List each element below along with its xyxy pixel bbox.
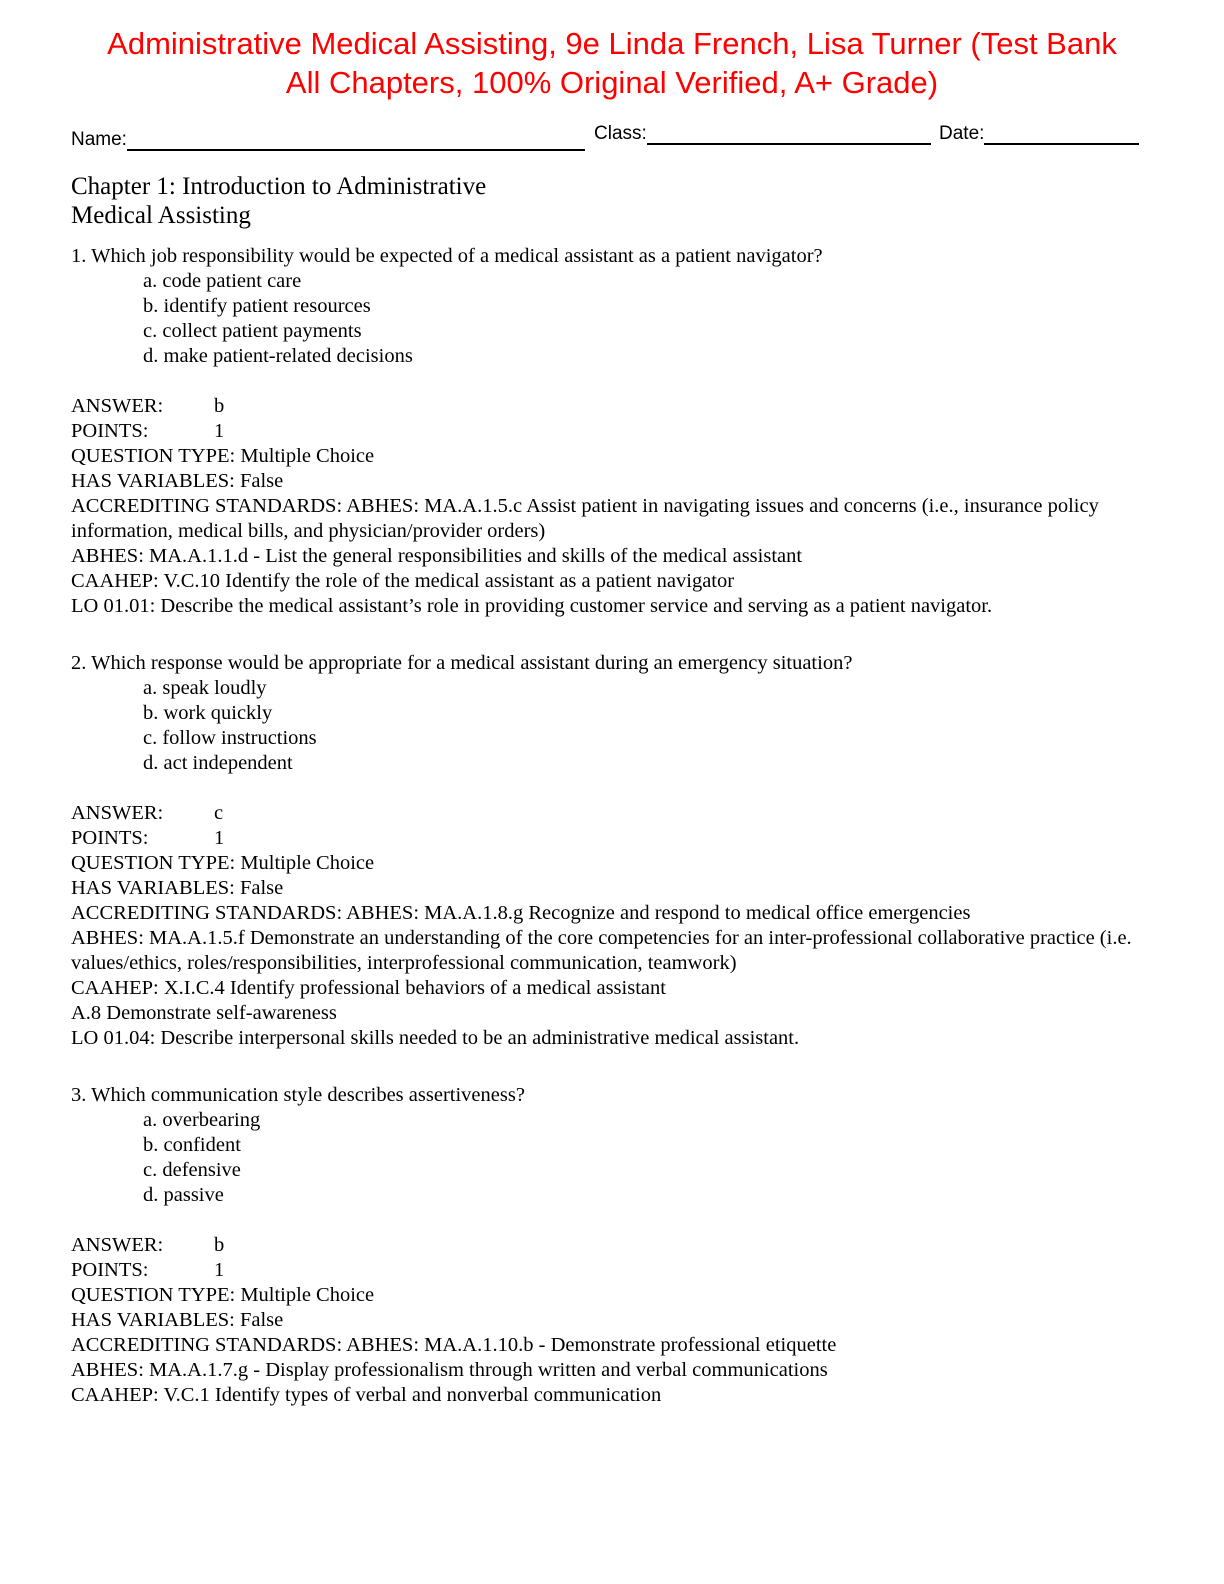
document-banner: [60, 24, 1164, 102]
standard-line: ACCREDITING STANDARDS: ABHES: MA.A.1.10.b - Demonstrate professional etiquette: [71, 1334, 837, 1356]
answer-value: b: [214, 395, 225, 417]
question-block: [71, 244, 1151, 619]
standard-line: ABHES: MA.A.1.7.g - Display professionalism through written and verbal communications: [71, 1359, 828, 1381]
points-row: [71, 826, 1151, 851]
banner-line-1: Administrative Medical Assisting, 9e Linda French, Lisa Turner (Test Bank: [107, 26, 1117, 61]
question-type: QUESTION TYPE: Multiple Choice: [71, 1284, 375, 1306]
question-stem: 1. Which job responsibility would be expected of a medical assistant as a patient navigator?: [71, 245, 823, 267]
points-value: 1: [214, 420, 225, 442]
banner-line-2: All Chapters, 100% Original Verified, A+ Grade): [285, 65, 939, 100]
option-item: a. code patient care: [143, 270, 302, 292]
answer-label: ANSWER:: [71, 1234, 164, 1256]
option-item: b. work quickly: [143, 702, 273, 724]
standard-line: ACCREDITING STANDARDS: ABHES: MA.A.1.8.g Recognize and respond to medical office emergencies: [71, 902, 971, 924]
points-row: [71, 1258, 1151, 1283]
standard-line: CAAHEP: V.C.10 Identify the role of the medical assistant as a patient navigator: [71, 570, 735, 592]
option-item: a. speak loudly: [143, 677, 267, 699]
standard-line: CAAHEP: X.I.C.4 Identify professional behaviors of a medical assistant: [71, 977, 666, 999]
name-label: Name:: [71, 129, 127, 150]
has-variables: HAS VARIABLES: False: [71, 470, 284, 492]
standard-line: LO 01.01: Describe the medical assistant’s role in providing customer service and serving as a patient navigator.: [71, 595, 993, 617]
name-field: [71, 129, 585, 151]
class-label: Class:: [594, 123, 647, 144]
points-value: 1: [214, 827, 225, 849]
question-stem: 2. Which response would be appropriate for a medical assistant during an emergency situation?: [71, 652, 853, 674]
points-value: 1: [214, 1259, 225, 1281]
standard-line: A.8 Demonstrate self-awareness: [71, 1002, 337, 1024]
class-field: [594, 123, 931, 145]
date-label: Date:: [939, 123, 985, 144]
has-variables: HAS VARIABLES: False: [71, 1309, 284, 1331]
answer-row: [71, 394, 1151, 419]
standard-line: LO 01.04: Describe interpersonal skills needed to be an administrative medical assistant.: [71, 1027, 800, 1049]
standard-line: CAAHEP: V.C.1 Identify types of verbal and nonverbal communication: [71, 1384, 662, 1406]
header-fields: [71, 120, 1143, 154]
option-item: d. act independent: [143, 752, 293, 774]
points-label: POINTS:: [71, 420, 149, 442]
answer-value: b: [214, 1234, 225, 1256]
standard-line: ABHES: MA.A.1.5.f Demonstrate an understanding of the core competencies for an inter-professional collaborative practice (i.e. values/ethics, roles/responsibilities, interprofessional communication, teamwork): [71, 927, 1132, 974]
option-item: b. confident: [143, 1134, 241, 1156]
answer-row: [71, 1233, 1151, 1258]
question-stem: 3. Which communication style describes assertiveness?: [71, 1084, 525, 1106]
answer-label: ANSWER:: [71, 395, 164, 417]
question-type: QUESTION TYPE: Multiple Choice: [71, 852, 375, 874]
option-item: d. passive: [143, 1184, 224, 1206]
date-field: [939, 123, 1139, 145]
points-label: POINTS:: [71, 827, 149, 849]
question-block: [71, 1083, 1151, 1408]
chapter-title: [71, 172, 531, 230]
answer-block: [71, 1233, 1151, 1408]
standard-line: ABHES: MA.A.1.1.d - List the general responsibilities and skills of the medical assistant: [71, 545, 803, 567]
option-item: a. overbearing: [143, 1109, 261, 1131]
points-row: [71, 419, 1151, 444]
standard-line: ACCREDITING STANDARDS: ABHES: MA.A.1.5.c Assist patient in navigating issues and concerns (i.e., insurance policy information, medical bills, and physician/provider orders): [71, 495, 1099, 542]
answer-block: [71, 394, 1151, 619]
option-item: c. defensive: [143, 1159, 241, 1181]
option-item: b. identify patient resources: [143, 295, 371, 317]
answer-row: [71, 801, 1151, 826]
date-blank: [984, 123, 1139, 145]
chapter-title-line-1: Chapter 1: Introduction to Administrative: [71, 173, 487, 200]
question-type: QUESTION TYPE: Multiple Choice: [71, 445, 375, 467]
option-list: [143, 676, 1151, 776]
has-variables: HAS VARIABLES: False: [71, 877, 284, 899]
question-block: [71, 651, 1151, 1051]
chapter-title-line-2: Medical Assisting: [71, 202, 251, 229]
option-item: d. make patient-related decisions: [143, 345, 413, 367]
points-label: POINTS:: [71, 1259, 149, 1281]
option-list: [143, 269, 1151, 369]
option-item: c. collect patient payments: [143, 320, 362, 342]
document-body: [71, 172, 1151, 1408]
answer-label: ANSWER:: [71, 802, 164, 824]
answer-value: c: [214, 802, 224, 824]
option-item: c. follow instructions: [143, 727, 317, 749]
class-blank: [647, 123, 931, 145]
answer-block: [71, 801, 1151, 1051]
option-list: [143, 1108, 1151, 1208]
name-blank: [127, 129, 585, 151]
